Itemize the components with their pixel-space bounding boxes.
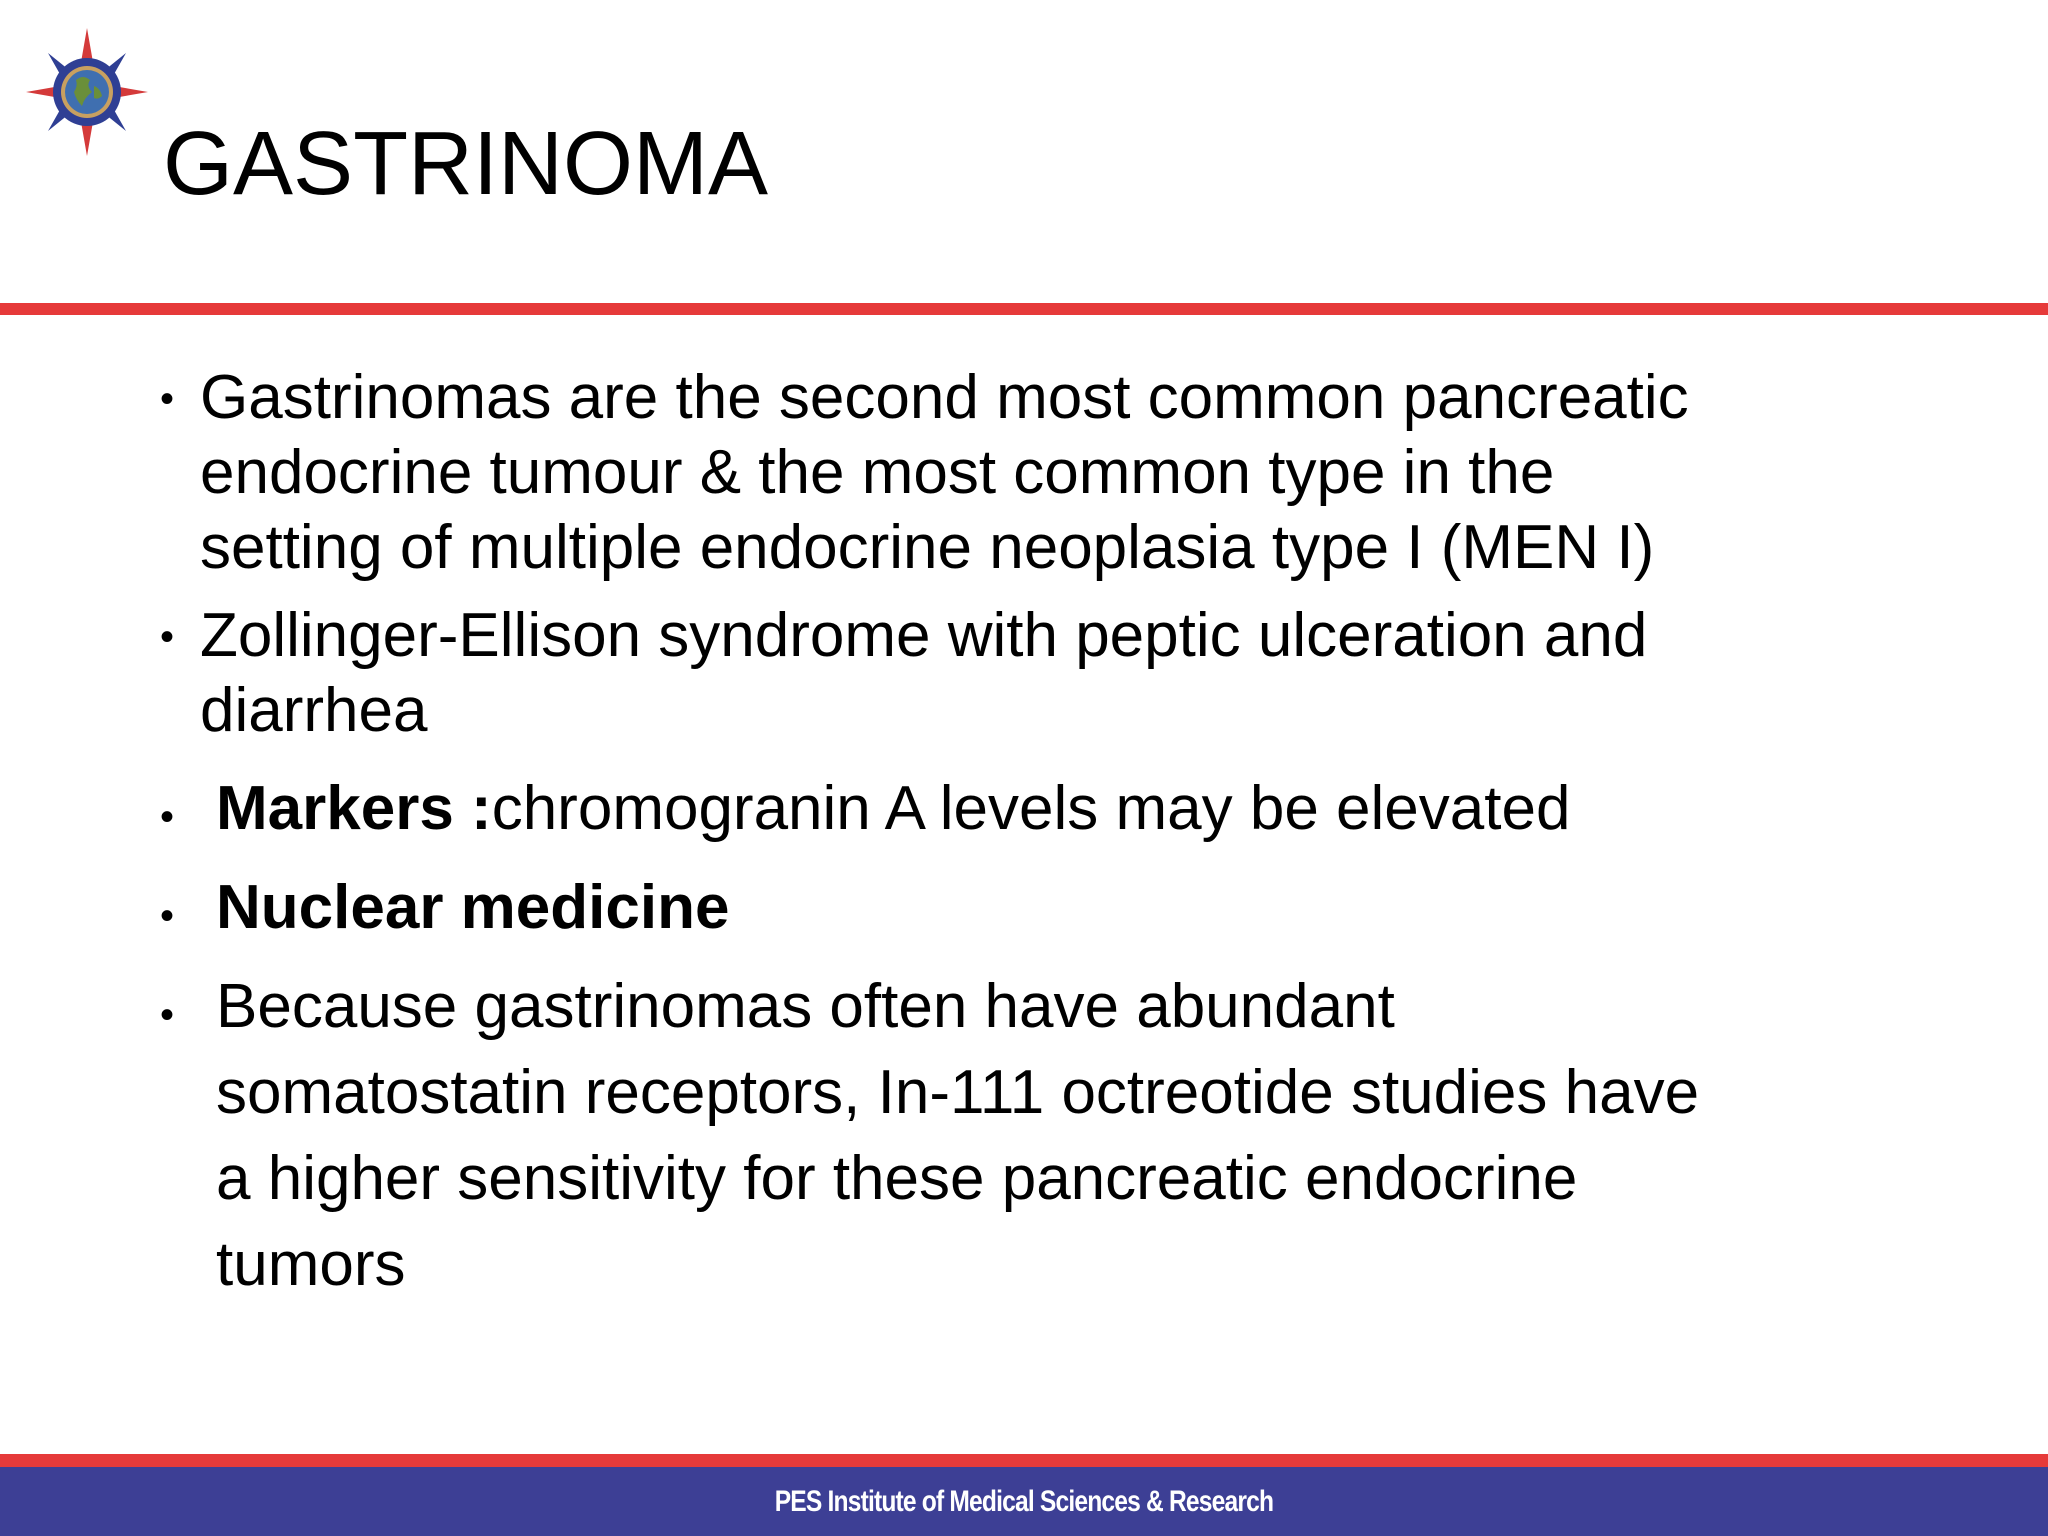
bullet-marker: • [160,377,175,421]
bullet-text-line: Gastrinomas are the second most common pancreatic [200,363,1689,432]
bullet-marker: • [160,993,175,1037]
bullet-text-line: tumors [216,1230,406,1299]
bullet-text-line: setting of multiple endocrine neoplasia type I (MEN I) [200,513,1655,582]
bullet-list [160,360,2000,1308]
bullet-heading: Markers : [216,774,492,843]
bullet-text-line: endocrine tumour & the most common type in the [200,438,1555,507]
bullet-item [160,766,2000,852]
bullet-item [160,964,2000,1308]
bullet-marker: • [160,894,175,938]
bullet-text-line: a higher sensitivity for these pancreatic endocrine [216,1144,1578,1213]
bullet-item [160,865,2000,951]
bullet-item [160,598,2000,748]
bullet-heading: Nuclear medicine [216,873,730,942]
footer-bar [0,1467,2048,1536]
bullet-text-line: Because gastrinomas often have abundant [216,972,1395,1041]
bullet-text-line: Zollinger-Ellison syndrome with peptic ulceration and [200,601,1648,670]
slide-title: GASTRINOMA [163,114,769,214]
header-divider [0,303,2048,315]
bullet-text-line: somatostatin receptors, In-111 octreotide studies have [216,1058,1700,1127]
compass-globe-logo [26,28,148,156]
bullet-marker: • [160,615,175,659]
bullet-text-line: diarrhea [200,676,428,745]
footer-institution-name: PES Institute of Medical Sciences & Research [774,1484,1274,1518]
bullet-item [160,360,2000,585]
bullet-text: chromogranin A levels may be elevated [491,774,1571,843]
footer-divider [0,1454,2048,1467]
bullet-marker: • [160,795,175,839]
